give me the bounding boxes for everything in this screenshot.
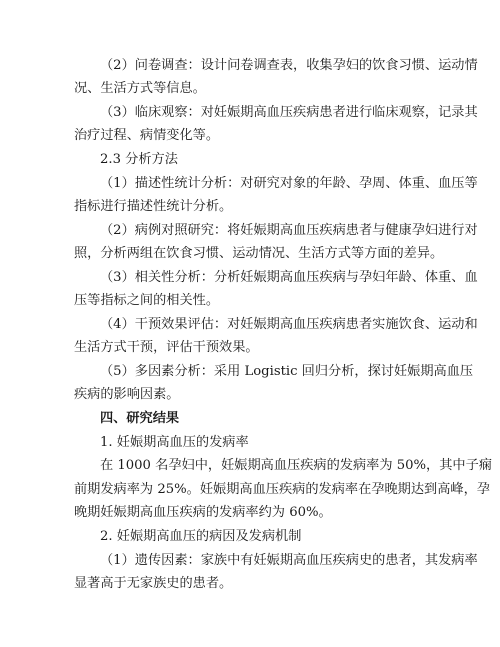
paragraph-case-control-line-1: （2）病例对照研究：将妊娠期高血压疾病患者与健康孕妇进行对 bbox=[100, 223, 478, 238]
paragraph-questionnaire-line-2: 况、生活方式等信息。 bbox=[74, 81, 206, 96]
paragraph-correlation-line-1: （3）相关性分析：分析妊娠期高血压疾病与孕妇年龄、体重、血 bbox=[100, 270, 478, 285]
paragraph-incidence-line-1: 在 1000 名孕妇中，妊娠期高血压疾病的发病率为 50%，其中子痫 bbox=[100, 458, 492, 473]
paragraph-incidence-line-2: 前期发病率为 25%。妊娠期高血压疾病的发病率在孕晚期达到高峰，孕 bbox=[74, 482, 490, 497]
paragraph-clinical-observation-line-1: （3）临床观察：对妊娠期高血压疾病患者进行临床观察，记录其 bbox=[100, 105, 478, 120]
paragraph-multifactor-line-1: （5）多因素分析：采用 Logistic 回归分析，探讨妊娠期高血压 bbox=[100, 364, 474, 379]
paragraph-multifactor-line-2: 疾病的影响因素。 bbox=[74, 387, 180, 402]
subsection-heading-incidence: 1. 妊娠期高血压的发病率 bbox=[100, 435, 249, 450]
paragraph-descriptive-statistics-line-1: （1）描述性统计分析：对研究对象的年龄、孕周、体重、血压等 bbox=[100, 176, 478, 191]
paragraph-genetic-factors-line-2: 显著高于无家族史的患者。 bbox=[74, 576, 233, 591]
paragraph-correlation-line-2: 压等指标之间的相关性。 bbox=[74, 293, 220, 308]
section-heading-results: 四、研究结果 bbox=[100, 411, 180, 426]
paragraph-questionnaire-line-1: （2）问卷调查：设计问卷调查表，收集孕妇的饮食习惯、运动情 bbox=[100, 58, 478, 73]
paragraph-genetic-factors-line-1: （1）遗传因素：家族中有妊娠期高血压疾病史的患者，其发病率 bbox=[100, 553, 478, 568]
subsection-heading-etiology: 2. 妊娠期高血压的病因及发病机制 bbox=[100, 529, 302, 544]
section-heading-analysis-methods: 2.3 分析方法 bbox=[100, 152, 178, 167]
paragraph-intervention-line-1: （4）干预效果评估：对妊娠期高血压疾病患者实施饮食、运动和 bbox=[100, 317, 478, 332]
paragraph-clinical-observation-line-2: 治疗过程、病情变化等。 bbox=[74, 128, 220, 143]
paragraph-descriptive-statistics-line-2: 指标进行描述性统计分析。 bbox=[74, 199, 233, 214]
paragraph-incidence-line-3: 晚期妊娠期高血压疾病的发病率约为 60%。 bbox=[74, 505, 332, 520]
paragraph-intervention-line-2: 生活方式干预，评估干预效果。 bbox=[74, 340, 259, 355]
paragraph-case-control-line-2: 照，分析两组在饮食习惯、运动情况、生活方式等方面的差异。 bbox=[74, 246, 444, 261]
